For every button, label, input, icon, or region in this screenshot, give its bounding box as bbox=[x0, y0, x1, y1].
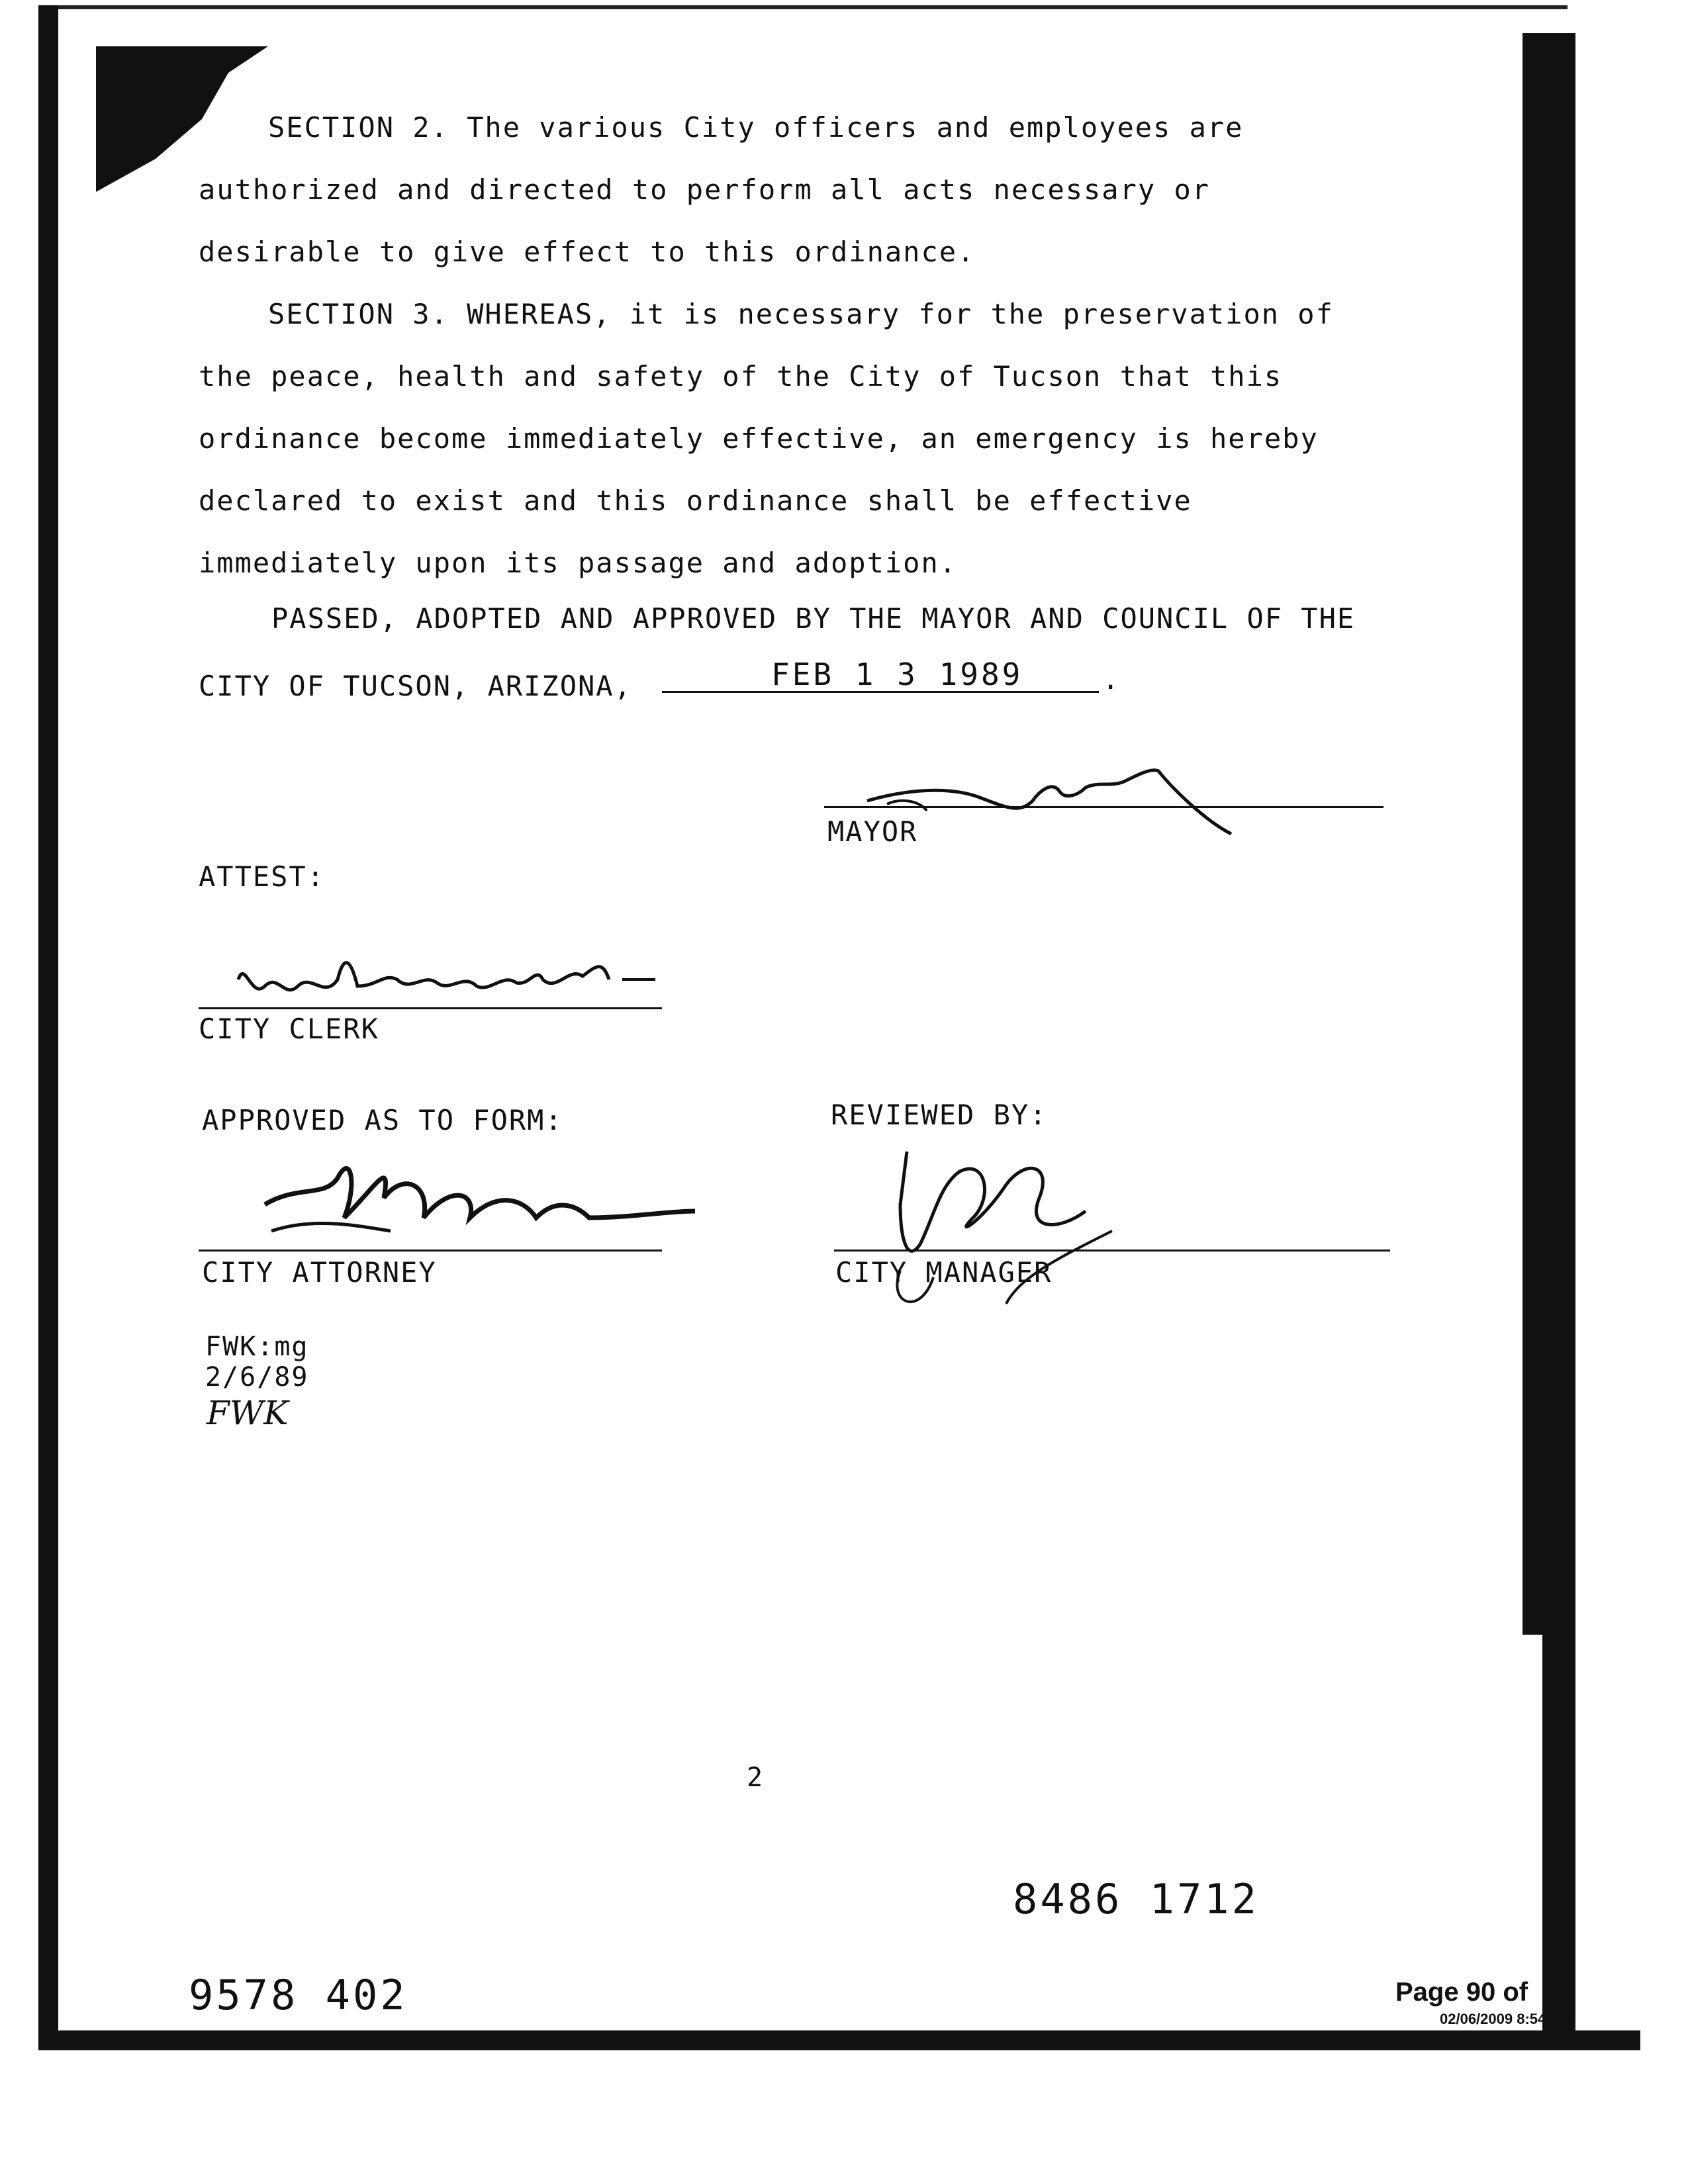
initials-line2: 2/6/89 bbox=[205, 1362, 309, 1392]
passed-period: . bbox=[1102, 663, 1121, 696]
city-attorney-signature-line bbox=[199, 1250, 662, 1251]
mayor-signature bbox=[861, 761, 1258, 841]
passed-line1: PASSED, ADOPTED AND APPROVED BY THE MAYOR AND COUNCIL OF THE bbox=[271, 602, 1356, 635]
passed-date-stamp: FEB 1 3 1989 bbox=[771, 657, 1023, 692]
city-manager-label: CITY MANAGER bbox=[835, 1256, 1053, 1289]
section3-line2: the peace, health and safety of the City of Tucson that this bbox=[199, 360, 1283, 392]
attest-label: ATTEST: bbox=[199, 860, 326, 893]
approved-as-to-form-label: APPROVED AS TO FORM: bbox=[202, 1104, 563, 1136]
document-number-left: 9578 402 bbox=[189, 1971, 408, 2019]
city-clerk-label: CITY CLERK bbox=[199, 1013, 379, 1045]
mayor-signature-line bbox=[824, 806, 1383, 808]
print-timestamp: 02/06/2009 8:54 AM bbox=[1440, 2011, 1572, 2027]
scan-border-right bbox=[1523, 33, 1575, 1635]
section2-line3: desirable to give effect to this ordinance. bbox=[199, 236, 976, 268]
city-attorney-signature bbox=[258, 1145, 708, 1264]
initials-handwritten: FWK bbox=[207, 1394, 289, 1432]
section2-line2: authorized and directed to perform all acts necessary or bbox=[199, 173, 1211, 206]
page-counter: Page 90 of bbox=[1395, 1978, 1528, 2007]
reviewed-by-label: REVIEWED BY: bbox=[831, 1099, 1048, 1131]
section3-line1: SECTION 3. WHEREAS, it is necessary for the preservation of bbox=[268, 298, 1334, 330]
section3-line5: immediately upon its passage and adoption. bbox=[199, 547, 958, 579]
city-clerk-signature-line bbox=[199, 1007, 662, 1009]
section3-line3: ordinance become immediately effective, an emergency is hereby bbox=[199, 422, 1319, 455]
section3-line4: declared to exist and this ordinance shall be effective bbox=[199, 484, 1192, 517]
section2-line1: SECTION 2. The various City officers and employees are bbox=[268, 111, 1244, 144]
mayor-label: MAYOR bbox=[827, 815, 918, 848]
city-manager-signature bbox=[861, 1145, 1205, 1317]
corner-smudge bbox=[96, 46, 268, 192]
initials-line1: FWK:mg bbox=[205, 1332, 309, 1362]
passed-line2: CITY OF TUCSON, ARIZONA, bbox=[199, 670, 632, 702]
page-count-redaction bbox=[1549, 1979, 1575, 2009]
city-manager-signature-line bbox=[834, 1250, 1390, 1251]
scan-border-top bbox=[38, 5, 1568, 9]
scan-border-bottom bbox=[38, 2030, 1640, 2050]
city-attorney-label: CITY ATTORNEY bbox=[202, 1256, 437, 1289]
document-number-right: 8486 1712 bbox=[1013, 1875, 1259, 1923]
scan-border-left bbox=[38, 5, 58, 2050]
page-number: 2 bbox=[747, 1762, 763, 1793]
